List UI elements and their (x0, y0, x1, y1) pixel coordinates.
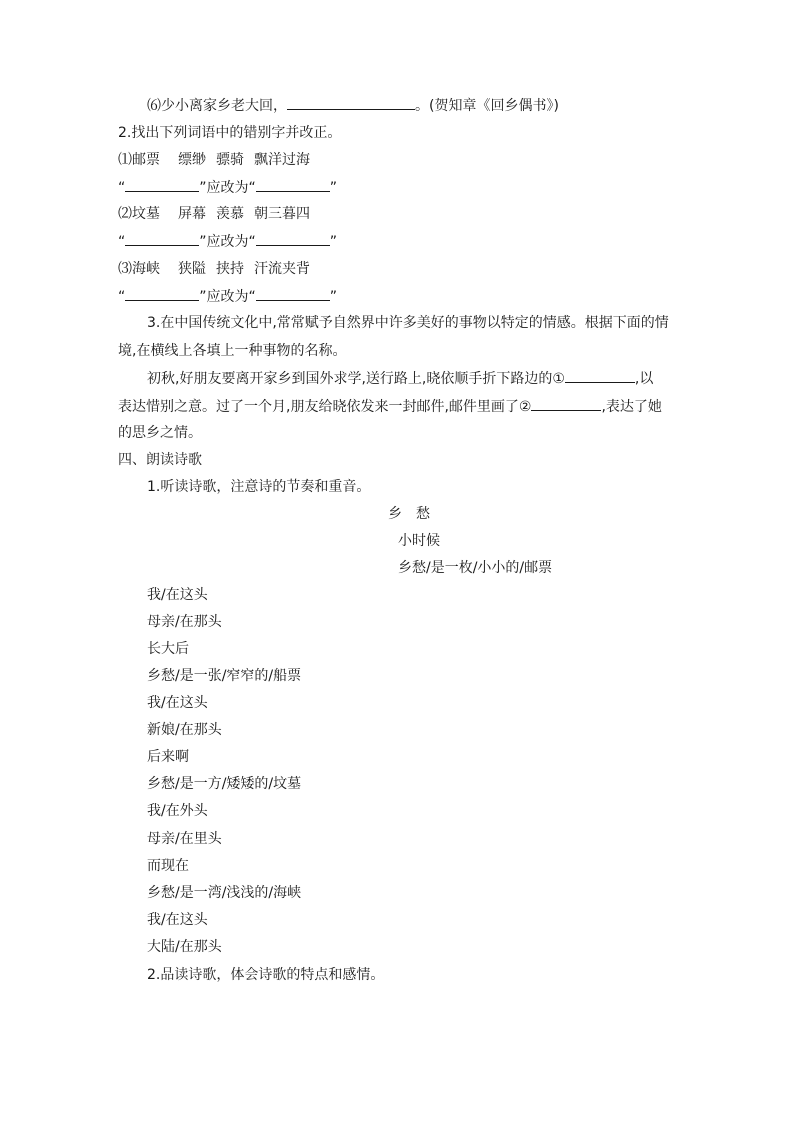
q2-answer-3 (118, 286, 337, 307)
q2-title: 2.找出下列词语中的错别字并改正。 (118, 125, 342, 141)
q3-blank-1[interactable] (565, 368, 635, 383)
q6-blank[interactable] (287, 95, 415, 110)
wrong-char-blank[interactable] (125, 286, 199, 301)
q2-item-2-word: 坟墓 (132, 206, 160, 222)
quote-close: ” (329, 289, 338, 305)
section-item-2: 2.品读诗歌，体会诗歌的特点和感情。 (147, 967, 385, 983)
quote-open: “ (118, 234, 126, 250)
q2-item-3 (118, 259, 310, 279)
q2-item-2-word: 屏幕 (178, 206, 206, 222)
q3-para-3: 的思乡之情。 (118, 425, 202, 441)
q2-item-1 (118, 150, 310, 170)
wrong-char-blank[interactable] (125, 231, 199, 246)
poem-line: 长大后 (147, 641, 189, 657)
q2-item-2-num: ⑵ (118, 206, 132, 222)
should-be-label: ”应改为“ (199, 180, 256, 196)
q3-para-1 (147, 368, 653, 389)
q2-item-3-word: 狭隘 (178, 261, 206, 277)
q3-intro-1: 3.在中国传统文化中,常常赋予自然界中许多美好的事物以特定的情感。根据下面的情 (147, 315, 669, 331)
poem-line: 后来啊 (147, 749, 189, 765)
q2-item-2 (118, 204, 310, 224)
poem-line: 母亲/在那头 (147, 614, 222, 630)
poem-line: 乡愁/是一方/矮矮的/坟墓 (147, 776, 302, 792)
poem-line: 小时候 (398, 533, 440, 549)
poem-line: 新娘/在那头 (147, 722, 222, 738)
q2-item-3-word: 海峡 (132, 261, 160, 277)
q3-text: 表达惜别之意。过了一个月,朋友给晓依发来一封邮件,邮件里画了② (118, 399, 532, 415)
q6-line (147, 95, 559, 116)
q3-blank-2[interactable] (531, 396, 601, 411)
q2-item-2-word: 羡慕 (216, 206, 244, 222)
q2-item-1-word: 飘洋过海 (254, 152, 310, 168)
q2-item-3-num: ⑶ (118, 261, 132, 277)
q2-item-1-num: ⑴ (118, 152, 132, 168)
q2-item-3-word: 挟持 (216, 261, 244, 277)
section-heading: 四、朗读诗歌 (118, 452, 202, 468)
q2-item-3-word: 汗流夹背 (254, 261, 310, 277)
q3-text: 初秋,好朋友要离开家乡到国外求学,送行路上,晓依顺手折下路边的① (147, 371, 565, 387)
q6-prefix: ⑹少小离家乡老大回， (147, 98, 287, 114)
quote-close: ” (329, 180, 338, 196)
wrong-char-blank[interactable] (125, 177, 199, 192)
poem-line: 母亲/在里头 (147, 831, 222, 847)
q6-suffix: 。(贺知章《回乡偶书》) (415, 98, 559, 114)
q2-item-2-word: 朝三暮四 (254, 206, 310, 222)
poem-line: 乡愁/是一张/窄窄的/船票 (147, 668, 302, 684)
q2-item-1-word: 骠骑 (216, 152, 244, 168)
q3-para-2 (118, 396, 662, 417)
poem-line: 我/在外头 (147, 803, 208, 819)
poem-line: 乡愁/是一湾/浅浅的/海峡 (147, 885, 302, 901)
q2-item-1-word: 邮票 (132, 152, 160, 168)
poem-title: 乡 愁 (388, 506, 430, 522)
quote-open: “ (118, 289, 126, 305)
section-item-1: 1.听读诗歌，注意诗的节奏和重音。 (147, 479, 371, 495)
q2-answer-1 (118, 177, 337, 198)
poem-line: 乡愁/是一枚/小小的/邮票 (398, 560, 553, 576)
q3-intro-2: 境,在横线上各填上一种事物的名称。 (118, 343, 347, 359)
poem-line: 我/在这头 (147, 587, 208, 603)
correct-char-blank[interactable] (256, 286, 330, 301)
should-be-label: ”应改为“ (199, 289, 256, 305)
correct-char-blank[interactable] (256, 231, 330, 246)
correct-char-blank[interactable] (256, 177, 330, 192)
poem-line: 我/在这头 (147, 695, 208, 711)
poem-line: 大陆/在那头 (147, 939, 222, 955)
quote-open: “ (118, 180, 126, 196)
q3-text: ,以 (634, 371, 654, 387)
should-be-label: ”应改为“ (199, 234, 256, 250)
poem-line: 而现在 (147, 858, 189, 874)
poem-line: 我/在这头 (147, 912, 208, 928)
q2-answer-2 (118, 231, 337, 252)
quote-close: ” (329, 234, 338, 250)
q2-item-1-word: 缥缈 (178, 152, 206, 168)
q3-text: ,表达了她 (601, 399, 662, 415)
